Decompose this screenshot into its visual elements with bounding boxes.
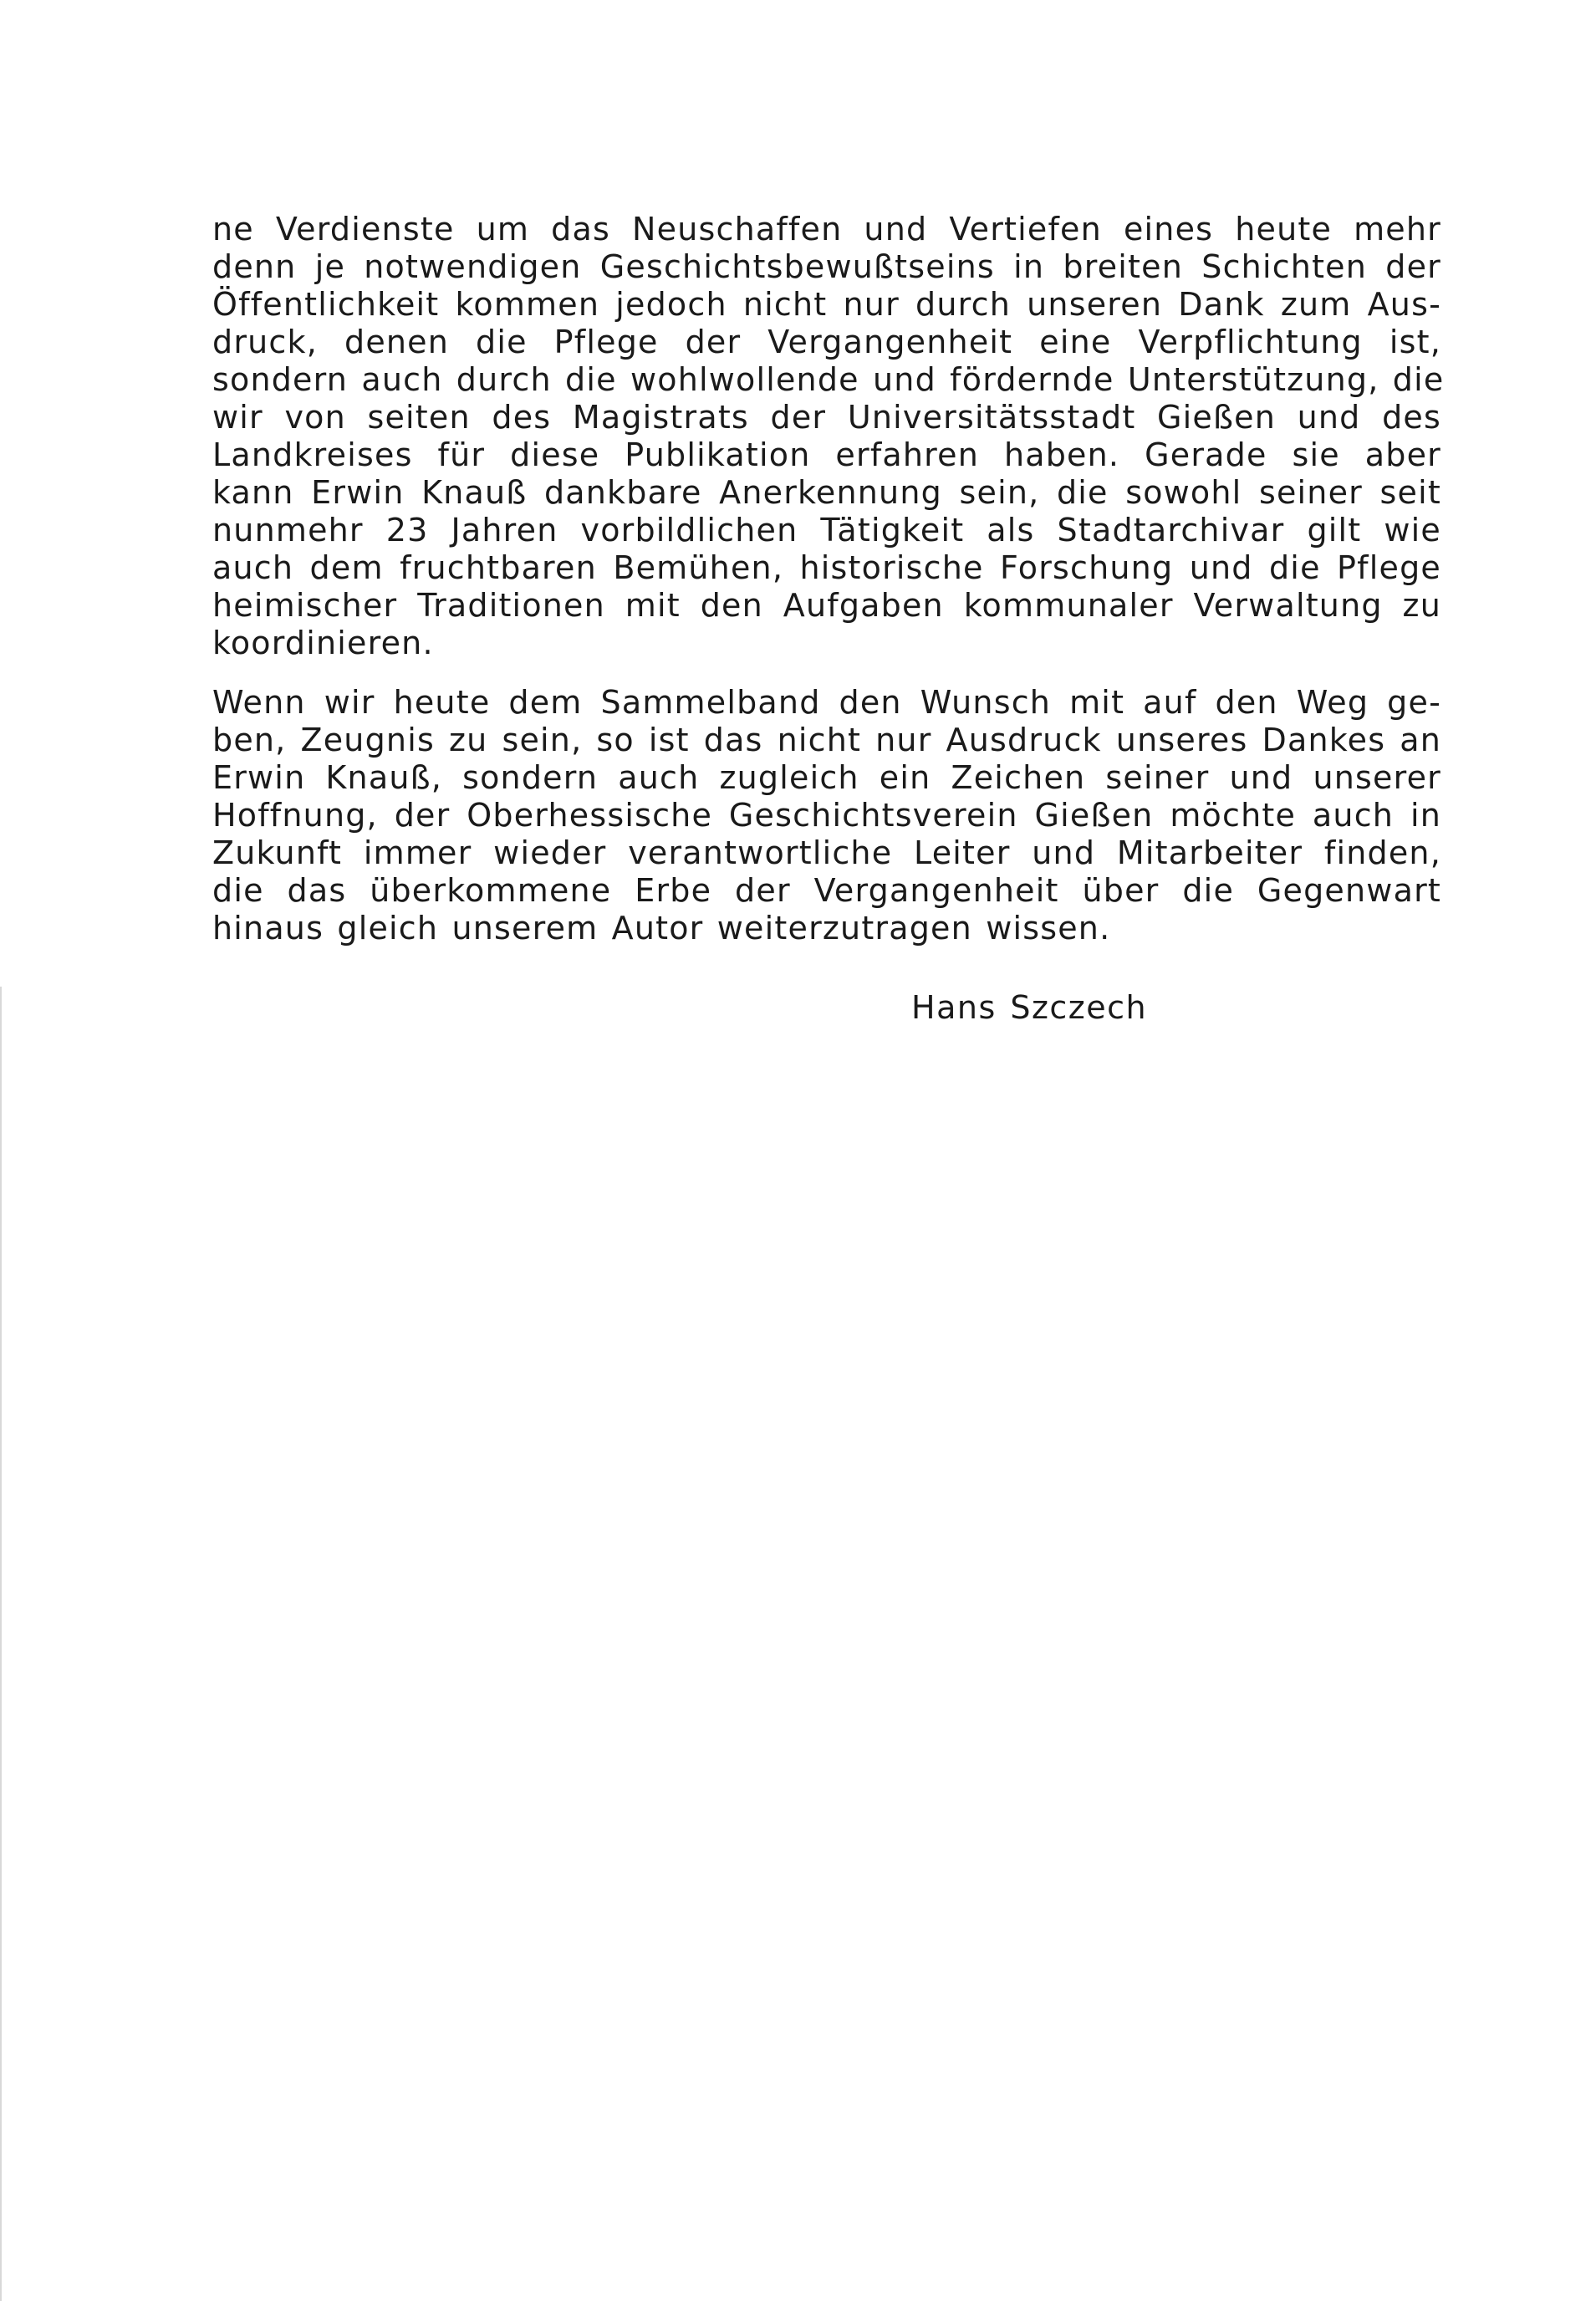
text-line: Hoffnung, der Oberhessische Geschichtsverein Gießen möchte auch in <box>212 797 1441 834</box>
paragraph-1 <box>212 211 1445 662</box>
text-line: Landkreises für diese Publikation erfahren haben. Gerade sie aber <box>212 436 1441 473</box>
text-line: Öffentlichkeit kommen jedoch nicht nur durch unseren Dank zum Aus- <box>212 286 1441 323</box>
text-line: wir von seiten des Magistrats der Universitätsstadt Gießen und des <box>212 399 1441 436</box>
body-text <box>212 211 1445 947</box>
text-line: hinaus gleich unserem Autor weiterzutragen wissen. <box>212 910 1111 946</box>
text-line: koordinieren. <box>212 625 434 661</box>
text-line: denn je notwendigen Geschichtsbewußtseins in breiten Schichten der <box>212 248 1441 285</box>
text-line: kann Erwin Knauß dankbare Anerkennung sein, die sowohl seiner seit <box>212 474 1441 511</box>
text-line: nunmehr 23 Jahren vorbildlichen Tätigkeit als Stadtarchivar gilt wie <box>212 512 1441 548</box>
paragraph-2 <box>212 684 1441 947</box>
text-line: Erwin Knauß, sondern auch zugleich ein Zeichen seiner und unserer <box>212 759 1441 796</box>
signature: Hans Szczech <box>911 989 1148 1026</box>
text-line: ben, Zeugnis zu sein, so ist das nicht nur Ausdruck unseres Dankes an <box>212 722 1441 758</box>
text-line: druck, denen die Pflege der Vergangenheit eine Verpflichtung ist, <box>212 324 1441 360</box>
text-line: heimischer Traditionen mit den Aufgaben kommunaler Verwaltung zu <box>212 587 1441 624</box>
paragraph-gap <box>212 662 1441 684</box>
text-line: die das überkommene Erbe der Vergangenheit über die Gegenwart <box>212 872 1441 909</box>
text-line: Wenn wir heute dem Sammelband den Wunsch mit auf den Weg ge- <box>212 684 1441 721</box>
text-line: auch dem fruchtbaren Bemühen, historische Forschung und die Pflege <box>212 549 1441 586</box>
scan-edge-shadow <box>0 987 2 2301</box>
text-line: ne Verdienste um das Neuschaffen und Vertiefen eines heute mehr <box>212 211 1441 247</box>
text-line: sondern auch durch die wohlwollende und fördernde Unterstützung, die <box>212 361 1445 398</box>
text-line: Zukunft immer wieder verantwortliche Leiter und Mitarbeiter finden, <box>212 834 1441 871</box>
